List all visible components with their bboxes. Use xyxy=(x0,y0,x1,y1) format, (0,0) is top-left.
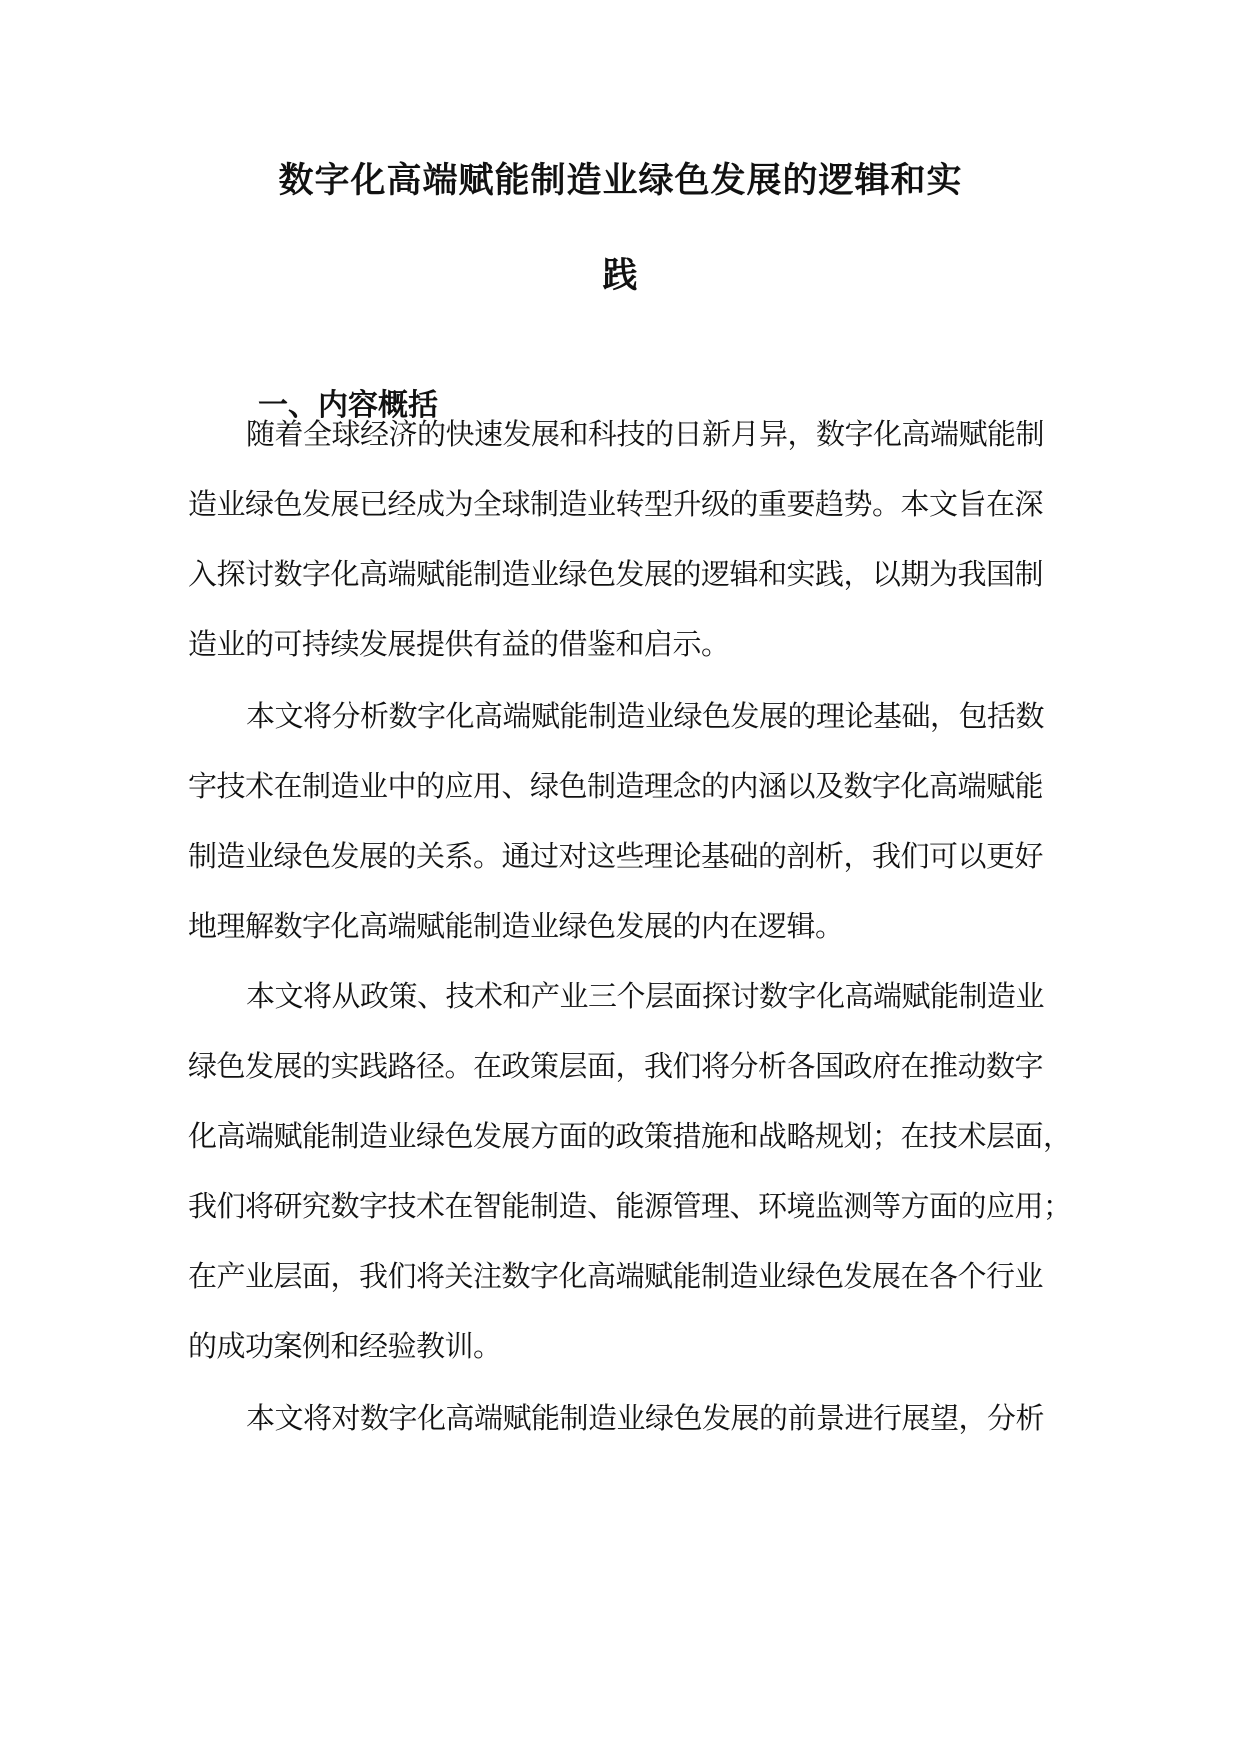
paragraph-line: 本文将从政策、技术和产业三个层面探讨数字化高端赋能制造业 xyxy=(246,979,1045,1013)
paragraph-line: 我们将研究数字技术在智能制造、能源管理、环境监测等方面的应用； xyxy=(188,1189,1072,1223)
paragraph-line: 入探讨数字化高端赋能制造业绿色发展的逻辑和实践，以期为我国制 xyxy=(188,557,1044,591)
paragraph-line: 化高端赋能制造业绿色发展方面的政策措施和战略规划；在技术层面， xyxy=(188,1119,1072,1153)
paragraph-line: 制造业绿色发展的关系。通过对这些理论基础的剖析，我们可以更好 xyxy=(188,839,1044,873)
paragraph-line: 造业绿色发展已经成为全球制造业转型升级的重要趋势。本文旨在深 xyxy=(188,487,1044,521)
paragraph-line: 绿色发展的实践路径。在政策层面，我们将分析各国政府在推动数字 xyxy=(188,1049,1044,1083)
paragraph-line: 本文将对数字化高端赋能制造业绿色发展的前景进行展望，分析 xyxy=(246,1401,1045,1435)
paragraph-line: 地理解数字化高端赋能制造业绿色发展的内在逻辑。 xyxy=(188,909,844,943)
paragraph-line: 本文将分析数字化高端赋能制造业绿色发展的理论基础，包括数 xyxy=(246,699,1045,733)
document-title-line-2: 践 xyxy=(602,256,639,296)
paragraph-line: 的成功案例和经验教训。 xyxy=(188,1329,502,1363)
paragraph-line: 字技术在制造业中的应用、绿色制造理念的内涵以及数字化高端赋能 xyxy=(188,769,1044,803)
paragraph-line: 随着全球经济的快速发展和科技的日新月异，数字化高端赋能制 xyxy=(246,417,1045,451)
section-heading: 一、内容概括 xyxy=(258,388,438,423)
paragraph-line: 造业的可持续发展提供有益的借鉴和启示。 xyxy=(188,627,730,661)
paragraph-line: 在产业层面，我们将关注数字化高端赋能制造业绿色发展在各个行业 xyxy=(188,1259,1044,1293)
document-title-line-1: 数字化高端赋能制造业绿色发展的逻辑和实 xyxy=(278,161,963,201)
